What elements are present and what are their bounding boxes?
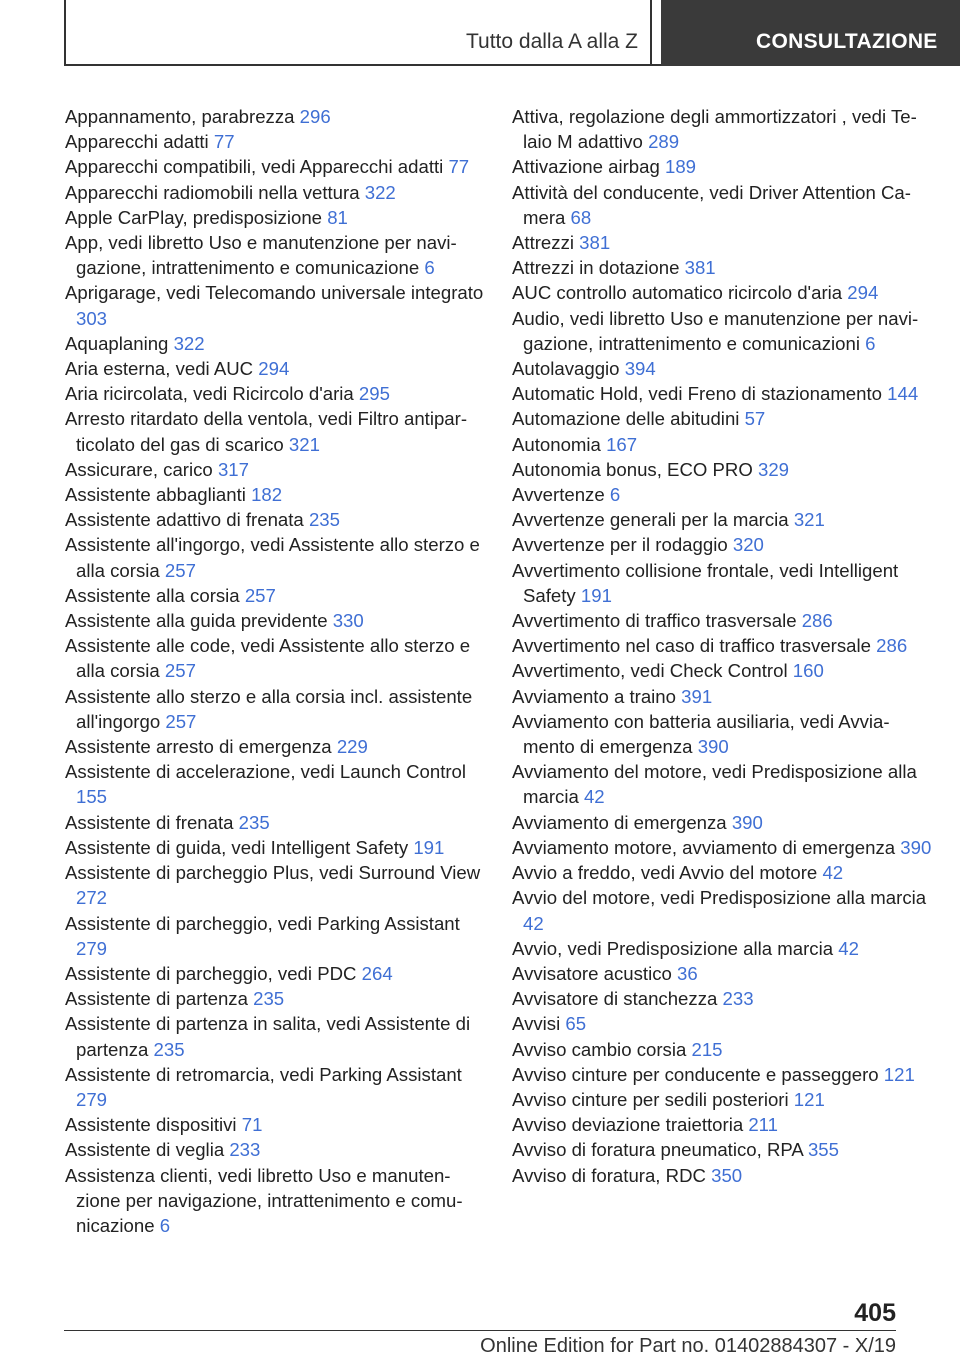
index-column-right (512, 104, 932, 1188)
page-reference-link[interactable]: 257 (165, 710, 197, 732)
page-reference-link[interactable]: 381 (579, 232, 611, 254)
index-term: Apparecchi adatti (65, 131, 209, 153)
index-term: Avviso deviazione traiettoria (512, 1114, 744, 1136)
index-entry (512, 280, 932, 305)
page-reference-link[interactable]: 42 (583, 786, 605, 808)
index-entry (65, 457, 485, 482)
page-reference-link[interactable]: 235 (238, 811, 270, 833)
page-reference-link[interactable]: 294 (258, 358, 290, 380)
page-reference-link[interactable]: 257 (164, 559, 196, 581)
index-term: Avvisatore acustico (512, 962, 672, 984)
page-reference-link[interactable]: 229 (336, 736, 368, 758)
page-reference-link[interactable]: 155 (76, 786, 108, 808)
index-entry (65, 633, 485, 683)
index-column-left (65, 104, 485, 1238)
index-entry (65, 608, 485, 633)
section-title: Tutto dalla A alla Z (466, 30, 638, 53)
index-term: Avvertimento, vedi Check Control (512, 660, 788, 682)
index-entry (512, 180, 932, 230)
index-term: Avviso cambio corsia (512, 1038, 687, 1060)
index-entry (512, 759, 932, 809)
page-reference-link[interactable]: 381 (684, 257, 716, 279)
index-entry (65, 230, 485, 280)
index-entry (65, 860, 485, 910)
page-reference-link[interactable]: 322 (173, 332, 205, 354)
index-term: Assistente alla corsia (65, 584, 240, 606)
index-entry (512, 684, 932, 709)
chapter-tab[interactable] (661, 0, 960, 66)
page-reference-link[interactable]: 6 (159, 1214, 171, 1236)
index-term: Attiva, regolazione degli ammortizzatori , vedi Telaio M adattivo (512, 106, 917, 153)
index-term: Appannamento, parabrezza (65, 106, 295, 127)
index-entry (65, 1062, 485, 1112)
index-term: Avvertimento di traffico trasversale (512, 610, 797, 632)
page-reference-link[interactable]: 182 (251, 484, 283, 506)
index-term: Aria esterna, vedi AUC (65, 358, 254, 380)
index-entry (512, 104, 932, 154)
index-entry (65, 583, 485, 608)
index-entry (65, 356, 485, 381)
index-term: Avviamento motore, avviamento di emergenza (512, 836, 896, 858)
index-entry (65, 911, 485, 961)
index-term: Avviamento del motore, vedi Predisposizione alla marcia (512, 761, 917, 808)
index-entry (512, 482, 932, 507)
page-reference-link[interactable]: 264 (361, 962, 393, 984)
index-term: AUC controllo automatico ricircolo d'aria (512, 282, 843, 304)
page-reference-link[interactable]: 317 (217, 458, 249, 480)
index-term: Assistente abbaglianti (65, 484, 246, 506)
index-entry (65, 835, 485, 860)
index-term: Assistente di guida, vedi Intelligent Safety (65, 836, 409, 858)
page-reference-link[interactable]: 330 (332, 610, 364, 632)
index-entry (65, 986, 485, 1011)
index-term: Avvertenze generali per la marcia (512, 509, 789, 531)
page-reference-link[interactable]: 6 (424, 257, 435, 279)
page-reference-link[interactable]: 303 (76, 307, 108, 329)
index-entry (512, 457, 932, 482)
index-term: Assistenza clienti, vedi libretto Uso e manutenzione per navigazione, intrattenimento e comunicazione (65, 1164, 463, 1236)
index-term: Attività del conducente, vedi Driver Attention Camera (512, 181, 911, 228)
index-entry (512, 1011, 932, 1036)
index-entry (512, 1163, 932, 1188)
page-reference-link[interactable]: 294 (847, 282, 879, 304)
page-reference-link[interactable]: 6 (609, 484, 621, 506)
index-term: Avvertenze (512, 484, 605, 506)
page-reference-link[interactable]: 350 (711, 1164, 743, 1186)
index-entry (65, 280, 485, 330)
index-term: Assistente di veglia (65, 1139, 225, 1161)
index-term: Assistente all'ingorgo, vedi Assistente allo sterzo e alla corsia (65, 534, 480, 581)
page-reference-link[interactable]: 121 (883, 1063, 915, 1085)
index-entry (65, 507, 485, 532)
index-entry (65, 482, 485, 507)
index-term: Audio, vedi libretto Uso e manutenzione per navigazione, intrattenimento e comunicazioni (512, 307, 919, 354)
index-entry (65, 381, 485, 406)
index-term: Autonomia bonus, ECO PRO (512, 458, 753, 480)
index-term: Avvertimento collisione frontale, vedi Intelligent Safety (512, 559, 899, 606)
page-reference-link[interactable]: 322 (364, 181, 396, 203)
index-entry (512, 633, 932, 658)
page-reference-link[interactable]: 68 (570, 206, 592, 228)
page-reference-link[interactable]: 233 (722, 988, 754, 1010)
page-reference-link[interactable]: 286 (801, 610, 833, 632)
page-reference-link[interactable]: 160 (792, 660, 824, 682)
index-term: Attrezzi in dotazione (512, 257, 680, 279)
index-entry (512, 1112, 932, 1137)
page-reference-link[interactable]: 191 (413, 836, 445, 858)
page-reference-link[interactable]: 320 (732, 534, 764, 556)
page-reference-link[interactable]: 321 (288, 433, 320, 455)
index-term: Avviso di foratura, RDC (512, 1164, 706, 1186)
index-term: Avvio, vedi Predisposizione alla marcia (512, 937, 834, 959)
index-term: Avvio a freddo, vedi Avvio del motore (512, 862, 818, 884)
index-entry (512, 154, 932, 179)
index-term: Apple CarPlay, predisposizione (65, 206, 323, 228)
index-entry (65, 180, 485, 205)
index-term: Attivazione airbag (512, 156, 660, 178)
page-reference-link[interactable]: 42 (523, 912, 544, 934)
chapter-tab-label: CONSULTAZIONE (756, 30, 938, 53)
page-reference-link[interactable]: 272 (76, 887, 108, 909)
page-reference-link[interactable]: 191 (580, 584, 612, 606)
index-term: Assistente di accelerazione, vedi Launch Control (65, 761, 467, 783)
index-entry (512, 1087, 932, 1112)
index-entry (512, 230, 932, 255)
index-term: Assistente di partenza in salita, vedi Assistente di partenza (65, 1013, 471, 1060)
index-entry (65, 1163, 485, 1239)
index-entry (512, 860, 932, 885)
index-entry (65, 684, 485, 734)
page-reference-link[interactable]: 36 (677, 962, 698, 984)
page-reference-link[interactable]: 189 (664, 156, 697, 178)
index-term: Assistente di partenza (65, 988, 248, 1010)
index-term: Aprigarage, vedi Telecomando universale integrato (65, 282, 484, 304)
page-reference-link[interactable]: 235 (308, 509, 340, 531)
page-reference-link[interactable]: 257 (244, 584, 276, 606)
index-term: Avviamento di emergenza (512, 811, 727, 833)
index-entry (512, 936, 932, 961)
index-term: Avvisi (512, 1013, 561, 1035)
page-header (0, 0, 960, 66)
index-entry (512, 406, 932, 431)
index-term: Avviamento a traino (512, 685, 676, 707)
index-term: Assistente allo sterzo e alla corsia incl. assistente all'ingorgo (65, 685, 473, 732)
index-entry (65, 759, 485, 809)
index-term: Automazione delle abitudini (512, 408, 740, 430)
index-term: Autonomia (512, 433, 601, 455)
index-entry (512, 1062, 932, 1087)
page-reference-link[interactable]: 77 (213, 131, 235, 153)
index-term: Avvertenze per il rodaggio (512, 534, 728, 556)
index-entry (512, 810, 932, 835)
page-reference-link[interactable]: 391 (681, 685, 713, 707)
page-reference-link[interactable]: 57 (744, 408, 766, 430)
index-term: Apparecchi compatibili, vedi Apparecchi adatti (65, 156, 444, 178)
index-entry (65, 129, 485, 154)
index-term: Avviso di foratura pneumatico, RPA (512, 1139, 803, 1161)
page-reference-link[interactable]: 279 (76, 1088, 108, 1110)
page-reference-link[interactable]: 121 (793, 1088, 825, 1110)
index-entry (512, 986, 932, 1011)
index-entry (65, 406, 485, 456)
index-term: Automatic Hold, vedi Freno di stazionamento (512, 383, 882, 405)
index-entry (512, 961, 932, 986)
page-reference-link[interactable]: 390 (697, 736, 729, 758)
index-entry (512, 532, 932, 557)
page-reference-link[interactable]: 71 (241, 1114, 263, 1136)
index-entry (512, 306, 932, 356)
index-term: App, vedi libretto Uso e manutenzione per navigazione, intrattenimento e comunicazione (65, 232, 457, 279)
index-entry (65, 532, 485, 582)
index-term: Assistente di parcheggio Plus, vedi Surround View (65, 862, 481, 884)
index-entry (512, 835, 932, 860)
index-entry (512, 356, 932, 381)
page-number: 405 (854, 1299, 896, 1327)
page-reference-link[interactable]: 211 (748, 1114, 778, 1136)
page-reference-link[interactable]: 355 (807, 1139, 839, 1161)
index-entry (65, 961, 485, 986)
index-entry (65, 104, 485, 129)
index-term: Avvertimento nel caso di traffico trasversale (512, 635, 871, 657)
index-entry (65, 154, 485, 179)
index-term: Aquaplaning (65, 332, 169, 354)
index-entry (65, 205, 485, 230)
page-reference-link[interactable]: 235 (153, 1038, 185, 1060)
page-reference-link[interactable]: 42 (838, 937, 859, 959)
footer-divider (64, 1330, 896, 1331)
index-entry (65, 331, 485, 356)
edition-note: Online Edition for Part no. 01402884307 - X/19 (480, 1335, 896, 1357)
index-entry (65, 734, 485, 759)
index-entry (65, 810, 485, 835)
index-entry (65, 1011, 485, 1061)
page-reference-link[interactable]: 233 (229, 1139, 261, 1161)
page-reference-link[interactable]: 81 (327, 206, 348, 228)
index-term: Avviso cinture per sedili posteriori (512, 1088, 789, 1110)
index-term: Autolavaggio (512, 358, 620, 380)
index-entry (512, 1137, 932, 1162)
index-entry (512, 658, 932, 683)
index-term: Avvio del motore, vedi Predisposizione alla marcia (512, 887, 927, 909)
index-term: Assistente alle code, vedi Assistente allo sterzo e alla corsia (65, 635, 471, 682)
page-reference-link[interactable]: 321 (793, 509, 825, 531)
index-term: Assistente arresto di emergenza (65, 736, 332, 758)
index-term: Avviso cinture per conducente e passeggero (512, 1063, 879, 1085)
page-reference-link[interactable]: 296 (299, 106, 331, 127)
index-term: Avvisatore di stanchezza (512, 988, 718, 1010)
page-reference-link[interactable]: 257 (164, 660, 196, 682)
index-entry (65, 1137, 485, 1162)
page-reference-link[interactable]: 215 (691, 1038, 723, 1060)
index-entry (512, 432, 932, 457)
page-reference-link[interactable]: 235 (253, 988, 285, 1010)
page-reference-link[interactable]: 65 (565, 1013, 587, 1035)
page-reference-link[interactable]: 394 (624, 358, 656, 380)
index-entry (512, 885, 932, 935)
index-entry (512, 507, 932, 532)
index-entry (512, 558, 932, 608)
index-entry (512, 1037, 932, 1062)
index-term: Avviamento con batteria ausiliaria, vedi Avviamento di emergenza (512, 710, 890, 758)
page-reference-link[interactable]: 6 (865, 332, 876, 354)
page-reference-link[interactable]: 289 (648, 131, 680, 153)
index-term: Arresto ritardato della ventola, vedi Filtro antiparticolato del gas di scarico (65, 408, 468, 455)
index-term: Assistente alla guida previdente (65, 610, 328, 632)
page-reference-link[interactable]: 42 (822, 862, 844, 884)
page-reference-link[interactable]: 390 (731, 811, 763, 833)
page-reference-link[interactable]: 77 (448, 156, 470, 178)
page-reference-link[interactable]: 167 (606, 433, 638, 455)
page-reference-link[interactable]: 144 (887, 383, 919, 405)
page-reference-link[interactable]: 279 (76, 937, 108, 959)
index-term: Assistente di parcheggio, vedi Parking Assistant (65, 912, 460, 934)
index-entry (65, 1112, 485, 1137)
index-term: Apparecchi radiomobili nella vettura (65, 181, 360, 203)
page-reference-link[interactable]: 390 (900, 836, 932, 858)
index-term: Assistente di parcheggio, vedi PDC (65, 962, 357, 984)
index-entry (512, 255, 932, 280)
index-term: Assistente adattivo di frenata (65, 509, 304, 531)
index-term: Aria ricircolata, vedi Ricircolo d'aria (65, 383, 354, 405)
page-reference-link[interactable]: 286 (876, 635, 908, 657)
index-entry (512, 709, 932, 759)
index-term: Attrezzi (512, 232, 574, 254)
index-term: Assistente di frenata (65, 811, 234, 833)
page-reference-link[interactable]: 295 (358, 383, 390, 405)
index-term: Assistente di retromarcia, vedi Parking Assistant (65, 1063, 462, 1085)
index-entry (512, 608, 932, 633)
index-term: Assistente dispositivi (65, 1114, 237, 1136)
index-entry (512, 381, 932, 406)
index-term: Assicurare, carico (65, 458, 213, 480)
page-reference-link[interactable]: 329 (757, 458, 790, 480)
